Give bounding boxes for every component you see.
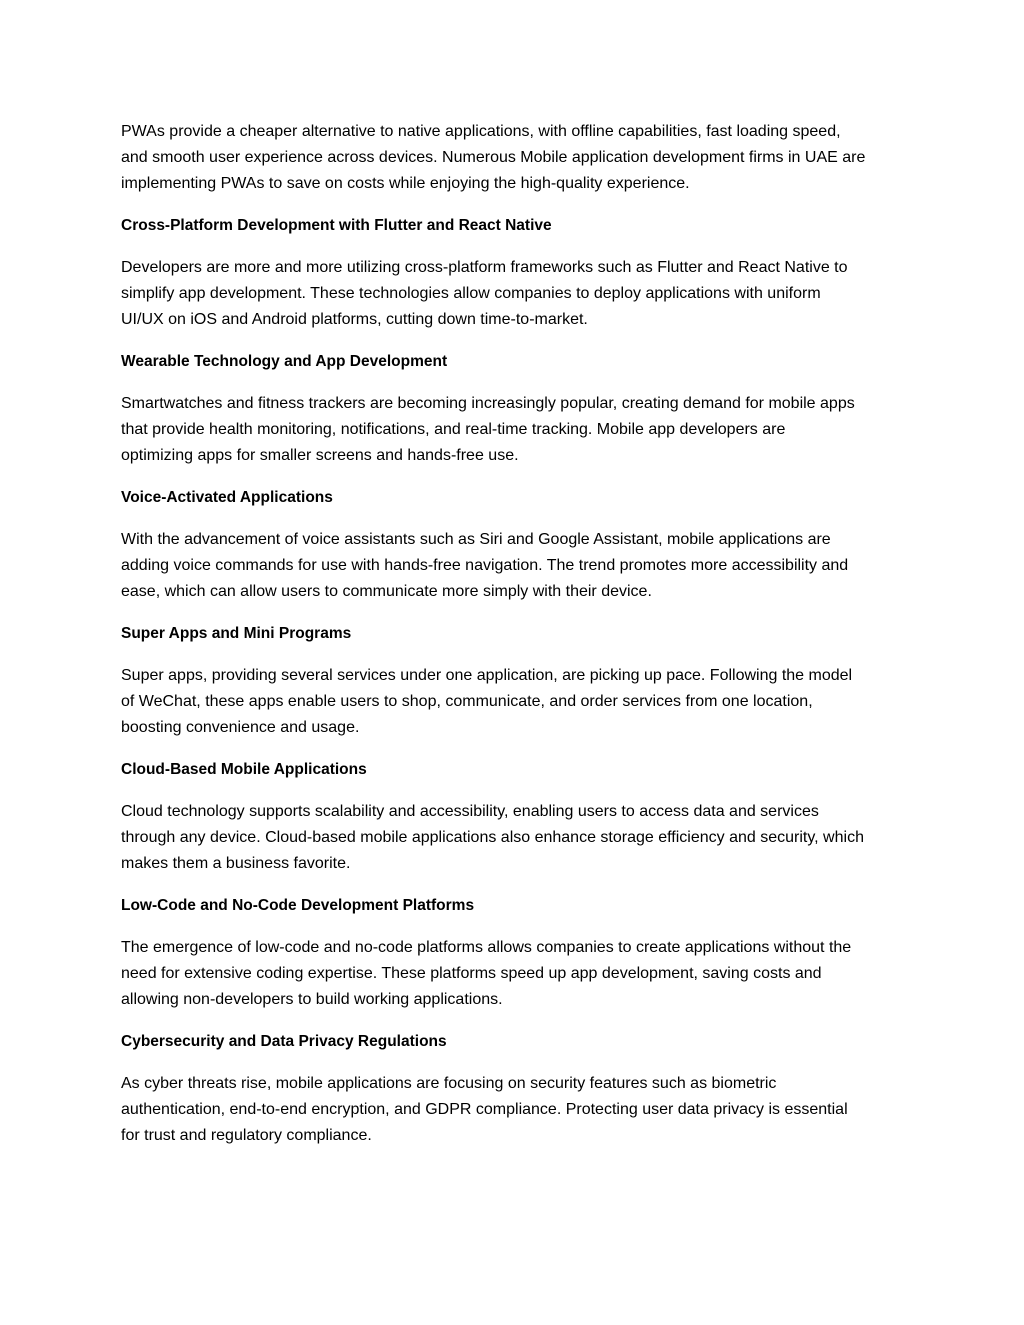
section-heading-cross-platform: Cross-Platform Development with Flutter and React Native xyxy=(121,217,552,234)
section-heading-cloud: Cloud-Based Mobile Applications xyxy=(121,761,367,778)
paragraph-line: and smooth user experience across devices. Numerous Mobile application development firms in UAE are xyxy=(121,149,866,166)
paragraph-line: of WeChat, these apps enable users to shop, communicate, and order services from one location, xyxy=(121,693,813,710)
paragraph-line: simplify app development. These technologies allow companies to deploy applications with uniform xyxy=(121,285,821,302)
paragraph-line: boosting convenience and usage. xyxy=(121,719,360,736)
paragraph-line: that provide health monitoring, notifications, and real-time tracking. Mobile app developers are xyxy=(121,421,786,438)
section-paragraph-super-apps xyxy=(121,663,911,741)
intro-paragraph xyxy=(121,119,911,197)
section-heading-low-code: Low-Code and No-Code Development Platforms xyxy=(121,897,475,914)
paragraph-line: for trust and regulatory compliance. xyxy=(121,1127,372,1144)
paragraph-line: optimizing apps for smaller screens and hands-free use. xyxy=(121,447,519,464)
section-paragraph-cloud xyxy=(121,799,911,877)
paragraph-line: PWAs provide a cheaper alternative to native applications, with offline capabilities, fast loading speed, xyxy=(121,123,841,140)
paragraph-line: UI/UX on iOS and Android platforms, cutting down time-to-market. xyxy=(121,311,588,328)
paragraph-line: As cyber threats rise, mobile applications are focusing on security features such as biometric xyxy=(121,1075,777,1092)
paragraph-line: adding voice commands for use with hands-free navigation. The trend promotes more accessibility and xyxy=(121,557,849,574)
paragraph-line: implementing PWAs to save on costs while enjoying the high-quality experience. xyxy=(121,175,690,192)
paragraph-line: With the advancement of voice assistants such as Siri and Google Assistant, mobile applications are xyxy=(121,531,831,548)
section-paragraph-cybersecurity xyxy=(121,1071,911,1149)
document-page xyxy=(121,119,911,1165)
paragraph-line: ease, which can allow users to communicate more simply with their device. xyxy=(121,583,652,600)
section-paragraph-wearable xyxy=(121,391,911,469)
paragraph-line: makes them a business favorite. xyxy=(121,855,351,872)
paragraph-line: Developers are more and more utilizing cross-platform frameworks such as Flutter and React Native to xyxy=(121,259,848,276)
paragraph-line: Smartwatches and fitness trackers are becoming increasingly popular, creating demand for mobile apps xyxy=(121,395,855,412)
section-paragraph-voice xyxy=(121,527,911,605)
section-heading-cybersecurity: Cybersecurity and Data Privacy Regulations xyxy=(121,1033,447,1050)
paragraph-line: authentication, end-to-end encryption, and GDPR compliance. Protecting user data privacy is essential xyxy=(121,1101,848,1118)
section-heading-super-apps: Super Apps and Mini Programs xyxy=(121,625,352,642)
paragraph-line: Cloud technology supports scalability and accessibility, enabling users to access data and services xyxy=(121,803,819,820)
paragraph-line: allowing non-developers to build working applications. xyxy=(121,991,503,1008)
section-paragraph-low-code xyxy=(121,935,911,1013)
paragraph-line: through any device. Cloud-based mobile applications also enhance storage efficiency and security, which xyxy=(121,829,864,846)
paragraph-line: Super apps, providing several services under one application, are picking up pace. Following the model xyxy=(121,667,853,684)
paragraph-line: The emergence of low-code and no-code platforms allows companies to create applications without the xyxy=(121,939,852,956)
section-paragraph-cross-platform xyxy=(121,255,911,333)
paragraph-line: need for extensive coding expertise. These platforms speed up app development, saving costs and xyxy=(121,965,822,982)
section-heading-voice: Voice-Activated Applications xyxy=(121,489,333,506)
section-heading-wearable: Wearable Technology and App Development xyxy=(121,353,448,370)
